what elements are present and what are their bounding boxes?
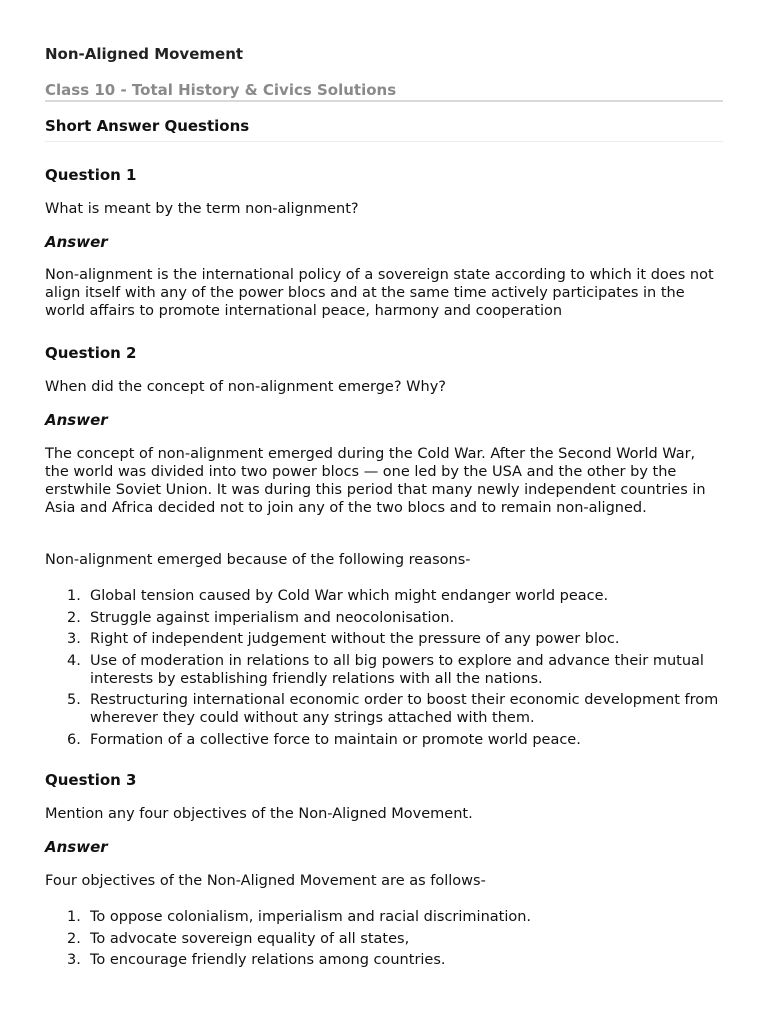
- question-2-text-block: [45, 378, 723, 396]
- question-text: When did the concept of non-alignment emerge? Why?: [45, 379, 446, 395]
- answer-paragraph: Non-alignment emerged because of the following reasons-: [45, 552, 471, 568]
- question-1-answer-label-block: [45, 233, 723, 251]
- list-item: 2. Struggle against imperialism and neocolonisation.: [67, 609, 455, 626]
- header-divider: [45, 100, 723, 102]
- list-item: 6. Formation of a collective force to maintain or promote world peace.: [67, 731, 581, 748]
- list-item: 3. Right of independent judgement without the pressure of any power bloc.: [67, 631, 620, 647]
- page-subtitle: Class 10 - Total History & Civics Solutions: [45, 81, 397, 99]
- answer-label: Answer: [45, 233, 108, 251]
- objectives-list: [45, 908, 723, 969]
- question-heading: Question 2: [45, 344, 137, 362]
- section-divider: [45, 141, 723, 142]
- answer-paragraph: The concept of non-alignment emerged during the Cold War. After the Second World War, the world was divided into two power blocs — one led by the USA and the other by the erstwhile Soviet Union. It was during this period that many newly independent countries in Asia and Africa decided not to join any of the two blocs and to remain non-aligned.: [45, 446, 706, 516]
- list-item: 4. Use of moderation in relations to all big powers to explore and advance their mutual interests by establishing friendly relations with all the nations.: [67, 652, 704, 687]
- question-3-heading-block: [45, 771, 723, 789]
- question-2-reasons-intro-block: [45, 551, 723, 569]
- answer-paragraph: Four objectives of the Non-Aligned Movement are as follows-: [45, 873, 486, 889]
- question-3-text-block: [45, 805, 723, 823]
- list-item: 3. To encourage friendly relations among countries.: [67, 952, 446, 968]
- question-2-answer-label-block: [45, 411, 723, 429]
- question-3-objectives-list-block: [45, 908, 723, 973]
- question-heading: Question 3: [45, 771, 137, 789]
- list-item: 2. To advocate sovereign equality of all states,: [67, 930, 410, 947]
- question-text: What is meant by the term non-alignment?: [45, 201, 359, 217]
- question-text: Mention any four objectives of the Non-Aligned Movement.: [45, 806, 473, 822]
- question-1-heading-block: [45, 166, 723, 184]
- question-1-answer-block: [45, 266, 723, 320]
- list-item: 5. Restructuring international economic order to boost their economic development from wherever they could without any strings attached with them.: [67, 692, 719, 726]
- list-item: 1. Global tension caused by Cold War which might endanger world peace.: [67, 588, 609, 604]
- page-title: Non-Aligned Movement: [45, 45, 244, 63]
- question-2-answer-block: [45, 445, 723, 517]
- question-3-answer-label-block: [45, 838, 723, 856]
- question-3-answer-block: [45, 872, 723, 890]
- list-item: 1. To oppose colonialism, imperialism and racial discrimination.: [67, 909, 532, 925]
- answer-label: Answer: [45, 411, 108, 429]
- section-heading: Short Answer Questions: [45, 117, 250, 135]
- answer-paragraph: Non-alignment is the international policy of a sovereign state according to which it does not align itself with any of the power blocs and at the same time actively participates in the world affairs to promote international peace, harmony and cooperation: [45, 267, 714, 319]
- reasons-list: [45, 587, 723, 749]
- question-1-text-block: [45, 200, 723, 218]
- answer-label: Answer: [45, 838, 108, 856]
- question-2-heading-block: [45, 344, 723, 362]
- question-heading: Question 1: [45, 166, 137, 184]
- question-2-reasons-list-block: [45, 587, 723, 752]
